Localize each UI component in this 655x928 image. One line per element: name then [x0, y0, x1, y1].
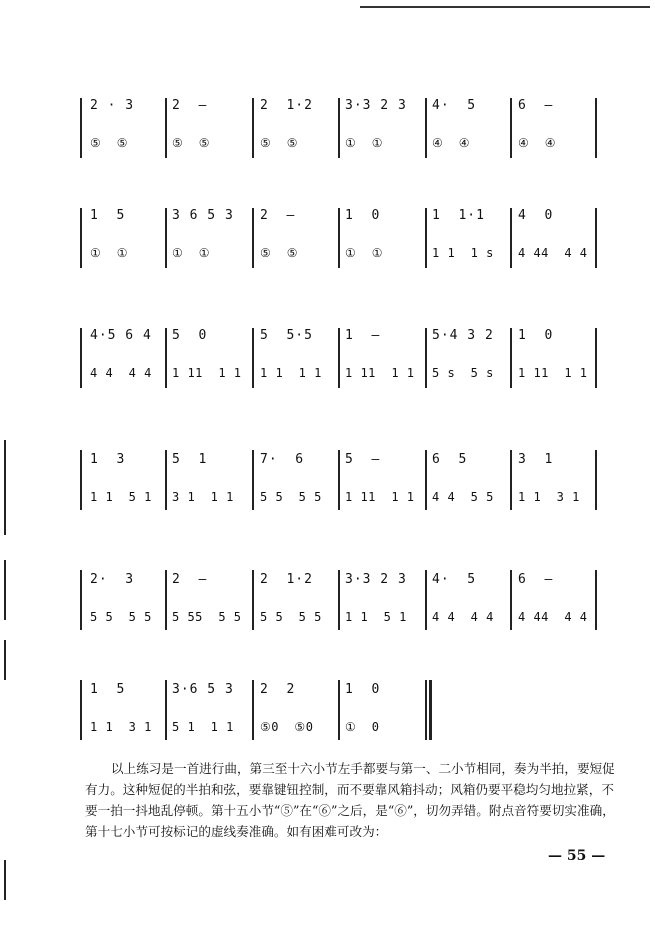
- score-system-1: [80, 88, 605, 208]
- measure: 1 — 1 11 1 1: [345, 328, 415, 380]
- measure: 1 5 1 1 3 1: [90, 682, 152, 734]
- binding-mark: [4, 640, 6, 680]
- measure: 7· 6 5 5 5 5: [260, 452, 322, 504]
- measure: 4· 5 4 4 4 4: [432, 572, 494, 624]
- measure: 4·5 6 4 4 4 4 4: [90, 328, 152, 380]
- measure: 1 3 1 1 5 1: [90, 452, 152, 504]
- measure: 3 1 1 1 3 1: [518, 452, 580, 504]
- measure: 6 — ④ ④: [518, 98, 556, 150]
- page-number: — 55 —: [548, 848, 606, 864]
- measure: 1 0 1 11 1 1: [518, 328, 588, 380]
- measure: 5 0 1 11 1 1: [172, 328, 242, 380]
- score-system-3: [80, 318, 605, 438]
- measure: 3 6 5 3 ① ①: [172, 208, 234, 260]
- measure: 1 0 ① ①: [345, 208, 383, 260]
- measure: 2 1·2 ⑤ ⑤: [260, 98, 313, 150]
- score-system-4: [80, 440, 605, 560]
- measure: 5 1 3 1 1 1: [172, 452, 234, 504]
- measure: 5 — 1 11 1 1: [345, 452, 415, 504]
- measure: 4 0 4 44 4 4: [518, 208, 588, 260]
- measure: 6 — 4 44 4 4: [518, 572, 588, 624]
- measure: 5 5·5 1 1 1 1: [260, 328, 322, 380]
- measure: 1 1·1 1 1 1 s: [432, 208, 494, 260]
- binding-mark: [4, 860, 6, 900]
- measure: 4· 5 ④ ④: [432, 98, 477, 150]
- instruction-paragraph: 以上练习是一首进行曲，第三至十六小节左手都要与第一、二小节相同，奏为半拍，要短促有力。这种短促的半拍和弦，要靠键钮控制，而不要靠风箱抖动；风箱仍要平稳均匀地拉紧，不要一拍一抖地乱停顿。第十五小节“⑤”在“⑥”之后，是“⑥”，切勿弄错。附点音符要切实准确，第十七小节可按标记的虚线奏准确。如有困难可改为：: [85, 761, 615, 839]
- measure: 6 5 4 4 5 5: [432, 452, 494, 504]
- measure: 1 0 ① 0: [345, 682, 381, 734]
- measure: 2 — 5 55 5 5: [172, 572, 242, 624]
- binding-mark: [4, 560, 6, 620]
- measure: 3·6 5 3 5 1 1 1: [172, 682, 234, 734]
- binding-mark: [4, 440, 6, 535]
- measure: 1 5 ① ①: [90, 208, 128, 260]
- measure: 3·3 2 3 ① ①: [345, 98, 407, 150]
- measure: 2 — ⑤ ⑤: [260, 208, 298, 260]
- score-system-2: [80, 198, 605, 318]
- score-system-5: [80, 560, 605, 680]
- measure: 3·3 2 3 1 1 5 1: [345, 572, 407, 624]
- measure: 2 · 3 ⑤ ⑤: [90, 98, 135, 150]
- measure: 2 — ⑤ ⑤: [172, 98, 210, 150]
- measure: 5·4 3 2 5 s 5 s: [432, 328, 494, 380]
- measure: 2 1·2 5 5 5 5: [260, 572, 322, 624]
- measure: 2· 3 5 5 5 5: [90, 572, 152, 624]
- top-rule: [360, 6, 650, 8]
- measure: 2 2 ⑤0 ⑤0: [260, 682, 314, 734]
